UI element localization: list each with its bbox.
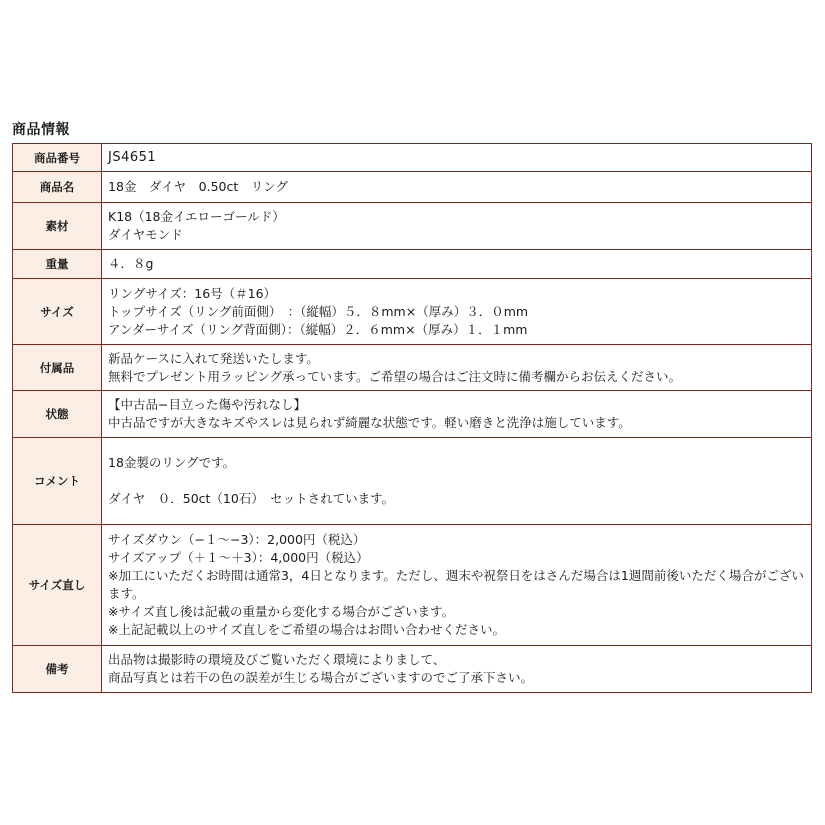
row-label: 状態 <box>13 391 102 438</box>
value-line: ４．８g <box>108 256 154 271</box>
value-line: トップサイズ（リング前面側） ：（縦幅）５．８mm×（厚み）３．０mm <box>108 303 529 319</box>
value-line: ダイヤモンド <box>108 227 183 242</box>
value-line: ※上記記載以上のサイズ直しをご希望の場合はお問い合わせください。 <box>108 622 505 637</box>
row-label: 付属品 <box>13 345 102 391</box>
table-row <box>13 525 812 646</box>
value-line: 【中古品−目立った傷や汚れなし】 <box>108 397 306 412</box>
row-value <box>102 203 812 250</box>
table-row <box>13 279 812 345</box>
product-info-table <box>12 143 812 693</box>
row-label: サイズ <box>13 279 102 345</box>
value-line: JS4651 <box>108 149 157 165</box>
row-value <box>102 391 812 438</box>
row-label: 商品名 <box>13 172 102 203</box>
value-line: アンダーサイズ（リング背面側）：（縦幅）２．６mm×（厚み）１．１mm <box>108 321 528 337</box>
value-line: リングサイズ：16号（＃16） <box>108 285 277 301</box>
value-line: 無料でプレゼント用ラッピング承っています。ご希望の場合はご注文時に備考欄からお伝えください。 <box>108 368 682 384</box>
value-line: 18金 ダイヤ 0.50ct リング <box>108 179 289 194</box>
value-line: サイズアップ（＋１〜＋3）：4,000円（税込） <box>108 550 369 565</box>
value-line: ダイヤ ０．50ct（10石） セットされています。 <box>108 491 395 506</box>
row-label: 重量 <box>13 250 102 279</box>
row-label: 商品番号 <box>13 144 102 172</box>
row-value <box>102 345 812 391</box>
row-value <box>102 250 812 279</box>
value-line: 出品物は撮影時の環境及びご覧いただく環境によりまして、 <box>108 652 446 667</box>
table-row <box>13 203 812 250</box>
table-row <box>13 646 812 693</box>
row-value <box>102 525 812 646</box>
table-row <box>13 391 812 438</box>
row-value <box>102 279 812 345</box>
value-line: K18（18金イエローゴールド） <box>108 209 285 224</box>
value-line: 18金製のリングです。 <box>108 455 236 470</box>
value-line: サイズダウン（−１〜−3）：2,000円（税込） <box>108 532 366 547</box>
section-title: 商品情報 <box>12 122 70 138</box>
value-line: 商品写真とは若干の色の誤差が生じる場合がございますのでご了承下さい。 <box>108 670 534 685</box>
row-label: 素材 <box>13 203 102 250</box>
row-label: 備考 <box>13 646 102 693</box>
row-label: サイズ直し <box>13 525 102 646</box>
table-row <box>13 172 812 203</box>
row-value <box>102 438 812 525</box>
row-value <box>102 144 812 172</box>
value-line: ※加工にいただくお時間は通常3，4日となります。ただし、週末や祝祭日をはさんだ場合は1週間前後いただく場合がございます。 <box>108 568 804 601</box>
value-line: 新品ケースに入れて発送いたします。 <box>108 350 319 366</box>
value-line: 中古品ですが大きなキズやスレは見られず綺麗な状態です。軽い磨きと洗浄は施しています。 <box>108 415 631 430</box>
row-value <box>102 646 812 693</box>
table-row <box>13 144 812 172</box>
value-line: ※サイズ直し後は記載の重量から変化する場合がございます。 <box>108 604 454 619</box>
row-label: コメント <box>13 438 102 525</box>
table-row <box>13 345 812 391</box>
row-value <box>102 172 812 203</box>
table-row <box>13 250 812 279</box>
table-row <box>13 438 812 525</box>
